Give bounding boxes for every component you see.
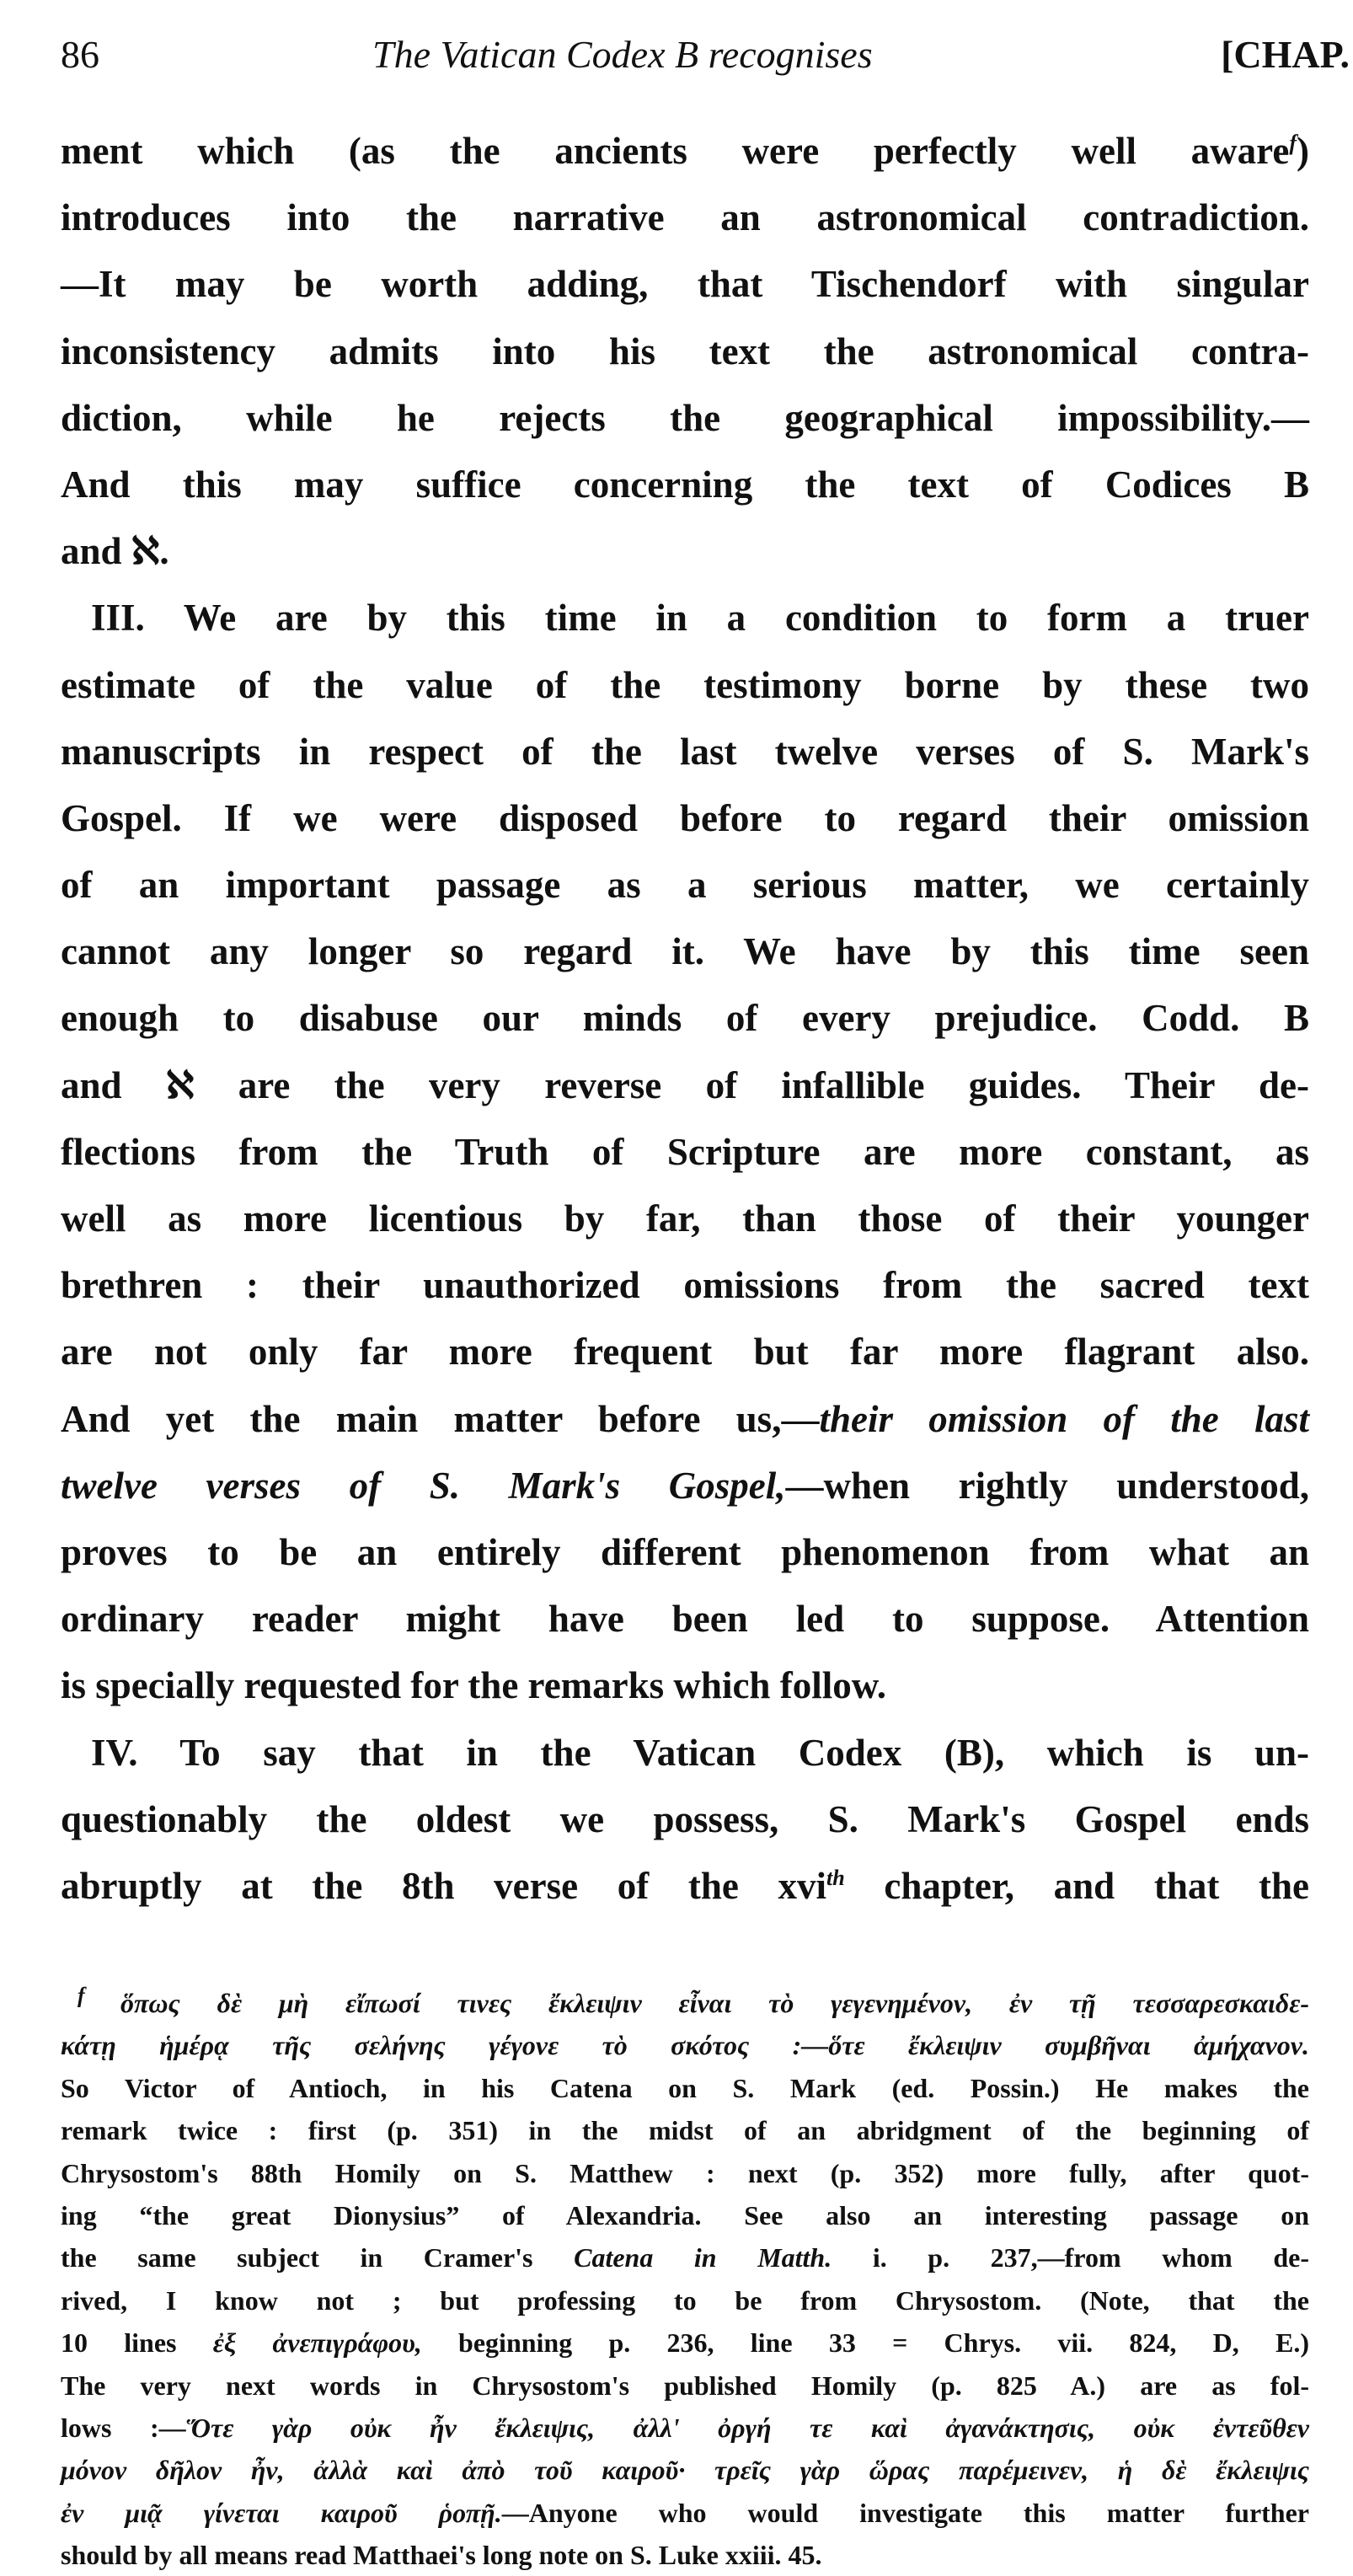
text-line xyxy=(61,1586,1309,1652)
text-segment: and ℵ are the very reverse of infallible guides. Their de- xyxy=(61,1063,1309,1106)
superscript: f xyxy=(78,1983,120,2008)
text-segment: And yet the main matter before us,— xyxy=(61,1397,820,1440)
chapter-mark: [CHAP. xyxy=(1221,33,1350,76)
text-segment: well as more licentious by far, than those of their younger xyxy=(61,1197,1309,1240)
text-segment: And this may suffice concerning the text of Codices B xyxy=(61,463,1309,506)
text-segment: —Anyone who would investigate this matter further xyxy=(501,2497,1310,2528)
text-segment: beginning p. 236, line 33 = Chrys. vii. 824, D, E.) xyxy=(421,2327,1310,2359)
text-segment: ordinary reader might have been led to suppose. Attention xyxy=(61,1598,1309,1641)
text-line xyxy=(61,185,1309,251)
text-segment: —when rightly understood, xyxy=(785,1464,1309,1507)
text-segment: of an important passage as a serious matter, we certainly xyxy=(61,864,1309,907)
text-line xyxy=(61,319,1309,385)
footnote-line xyxy=(61,2407,1309,2449)
text-segment: abruptly at the 8th verse of the xvi xyxy=(61,1864,827,1907)
text-segment: ) xyxy=(1297,130,1309,172)
text-segment: should by all means read Matthaei's long note on S. Luke xxiii. 45. xyxy=(61,2540,822,2571)
text-segment: manuscripts in respect of the last twelve verses of S. Mark's xyxy=(61,730,1309,773)
text-segment: is specially requested for the remarks which follow. xyxy=(61,1664,886,1707)
text-line xyxy=(61,1386,1309,1453)
text-line xyxy=(61,852,1309,918)
text-line xyxy=(61,1652,1309,1719)
text-segment: enough to disabuse our minds of every prejudice. Codd. B xyxy=(61,997,1309,1040)
italic-text: ἐξ ἀνεπιγράφου, xyxy=(212,2327,422,2359)
text-line xyxy=(61,385,1309,452)
body-text xyxy=(61,118,1309,1920)
text-segment: questionably the oldest we possess, S. Mark's Gospel ends xyxy=(61,1797,1309,1840)
text-segment: III. We are by this time in a condition to form a truer xyxy=(91,597,1309,640)
text-line xyxy=(61,452,1309,518)
text-line xyxy=(61,918,1309,985)
text-segment: So Victor of Antioch, in his Catena on S. Mark (ed. Possin.) He makes the xyxy=(61,2072,1309,2103)
footnote xyxy=(61,1982,1309,2576)
text-line xyxy=(61,652,1309,719)
text-segment: and ℵ. xyxy=(61,530,169,573)
running-title: The Vatican Codex B recognises xyxy=(372,33,873,76)
text-segment: i. p. 237,—from whom de- xyxy=(832,2242,1310,2273)
superscript: f xyxy=(1289,131,1297,155)
italic-text: κάτῃ ἡμέρᾳ τῆς σελήνης γέγονε τὸ σκότος :—ὅτε ἔκλειψιν συμβῆναι ἀμήχανον. xyxy=(61,2030,1309,2061)
footnote-line xyxy=(61,2236,1309,2279)
footnote-line xyxy=(61,2492,1309,2534)
text-segment: ing “the great Dionysius” of Alexandria. See also an interesting passage on xyxy=(61,2199,1309,2231)
text-segment: The very next words in Chrysostom's published Homily (p. 825 A.) are as fol- xyxy=(61,2370,1309,2401)
text-line xyxy=(61,585,1309,651)
page-number: 86 xyxy=(61,33,99,76)
footnote-line xyxy=(61,2024,1309,2066)
text-segment: ment which (as the ancients were perfectly well aware xyxy=(61,130,1290,172)
text-line xyxy=(61,985,1309,1052)
text-segment: proves to be an entirely different phenomenon from what an xyxy=(61,1530,1309,1573)
text-line xyxy=(61,1186,1309,1252)
text-line xyxy=(61,1052,1309,1119)
footnote-line xyxy=(61,2109,1309,2151)
italic-text: Catena in Matth. xyxy=(574,2242,832,2273)
superscript: th xyxy=(826,1865,845,1890)
text-segment: Gospel. If we were disposed before to regard their omission xyxy=(61,796,1309,839)
italic-text: their omission of the last xyxy=(819,1397,1309,1440)
text-line xyxy=(61,1319,1309,1385)
footnote-line xyxy=(61,1982,1309,2024)
text-line xyxy=(61,785,1309,852)
footnote-line xyxy=(61,2279,1309,2322)
text-line xyxy=(61,251,1309,318)
text-segment: the same subject in Cramer's xyxy=(61,2242,575,2273)
italic-text: ἐν μιᾷ γίνεται καιροῦ ῥοπῇ. xyxy=(61,2497,502,2528)
italic-text: μόνον δῆλον ἦν, ἀλλὰ καὶ ἀπὸ τοῦ καιροῦ· τρεῖς γὰρ ὥρας παρέμεινεν, ἡ δὲ ἔκλειψις xyxy=(61,2455,1309,2486)
text-segment: estimate of the value of the testimony borne by these two xyxy=(61,663,1309,706)
footnote-line xyxy=(61,2152,1309,2194)
text-line xyxy=(61,1252,1309,1319)
text-line xyxy=(61,1453,1309,1519)
text-segment: IV. To say that in the Vatican Codex (B), which is un- xyxy=(91,1731,1309,1774)
text-segment: remark twice : first (p. 351) in the midst of an abridgment of the beginning of xyxy=(61,2115,1309,2146)
text-segment: introduces into the narrative an astronomical contradiction. xyxy=(61,196,1309,239)
footnote-line xyxy=(61,2194,1309,2236)
text-segment: are not only far more frequent but far more flagrant also. xyxy=(61,1331,1309,1374)
text-line xyxy=(61,1720,1309,1786)
italic-text: Ὅτε γὰρ οὐκ ἦν ἔκλειψις, ἀλλ' ὀργή τε καὶ ἀγανάκτησις, οὐκ ἐντεῦθεν xyxy=(185,2412,1310,2443)
text-segment: brethren : their unauthorized omissions from the sacred text xyxy=(61,1264,1309,1307)
text-line xyxy=(61,1786,1309,1853)
text-segment: diction, while he rejects the geographical impossibility.— xyxy=(61,396,1309,439)
running-header xyxy=(61,32,1350,83)
text-line xyxy=(61,518,1309,585)
text-line xyxy=(61,1119,1309,1186)
text-segment: inconsistency admits into his text the astronomical contra- xyxy=(61,329,1309,372)
text-line xyxy=(61,719,1309,785)
text-segment: lows :— xyxy=(61,2412,186,2443)
text-line xyxy=(61,1853,1309,1920)
text-segment: Chrysostom's 88th Homily on S. Matthew : next (p. 352) more fully, after quot- xyxy=(61,2157,1309,2188)
text-segment: flections from the Truth of Scripture are more constant, as xyxy=(61,1130,1309,1173)
text-segment: chapter, and that the xyxy=(844,1864,1309,1907)
footnote-line xyxy=(61,2067,1309,2109)
footnote-line xyxy=(61,2534,1309,2576)
text-line xyxy=(61,1519,1309,1586)
footnote-line xyxy=(61,2449,1309,2491)
italic-text: ὅπως δὲ μὴ εἴπωσί τινες ἔκλειψιν εἶναι τὸ γεγενημένον, ἐν τῇ τεσσαρεσκαιδε- xyxy=(120,1988,1309,2018)
text-line xyxy=(61,118,1309,185)
footnote-line xyxy=(61,2364,1309,2407)
text-segment: cannot any longer so regard it. We have by this time seen xyxy=(61,930,1309,973)
text-segment: rived, I know not ; but professing to be from Chrysostom. (Note, that the xyxy=(61,2284,1309,2316)
footnote-line xyxy=(61,2322,1309,2364)
text-segment: —It may be worth adding, that Tischendorf with singular xyxy=(61,263,1309,306)
text-segment: 10 lines xyxy=(61,2327,213,2359)
italic-text: twelve verses of S. Mark's Gospel, xyxy=(61,1464,786,1507)
